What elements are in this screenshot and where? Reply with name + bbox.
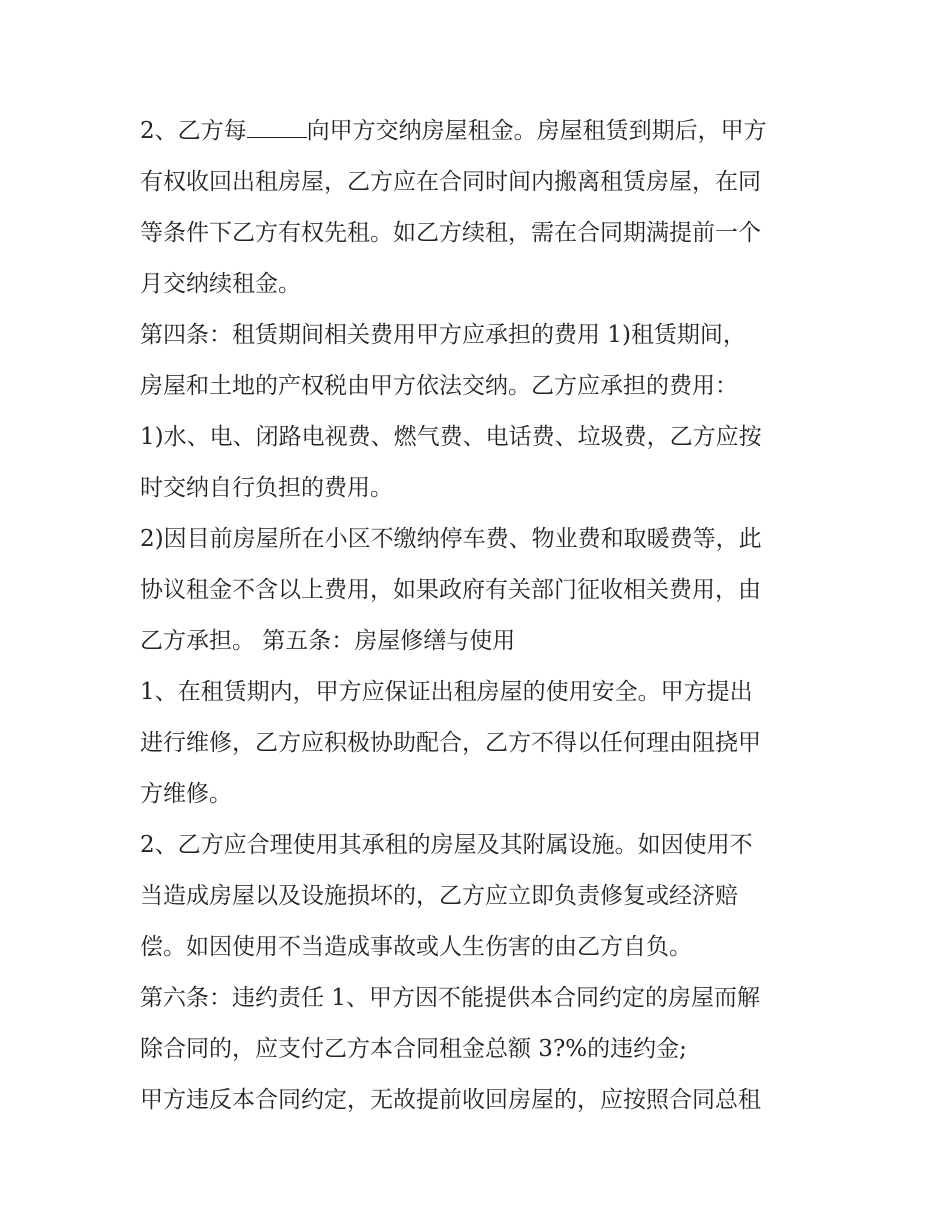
text-line: 有权收回出租房屋，乙方应在合同时间内搬离租赁房屋，在同: [140, 169, 761, 195]
text-line: 进行维修，乙方应积极协助配合，乙方不得以任何理由阻挠甲: [140, 730, 761, 756]
text-line: 协议租金不含以上费用，如果政府有关部门征收相关费用，由: [140, 577, 761, 603]
text-line: 2)因目前房屋所在小区不缴纳停车费、物业费和取暖费等，此: [140, 526, 762, 552]
text-line: 月交纳续租金。: [140, 271, 301, 297]
text-line: 乙方承担。 第五条：房屋修缮与使用: [140, 628, 516, 654]
text-line: 方维修。: [140, 781, 232, 807]
blank-underline: [247, 117, 307, 138]
text-line: 等条件下乙方有权先租。如乙方续租，需在合同期满提前一个: [140, 220, 761, 246]
text-line: 1、在租赁期内，甲方应保证出租房屋的使用安全。甲方提出: [140, 679, 753, 705]
document-body: [140, 106, 820, 1126]
text-line: 偿。如因使用不当造成事故或人生伤害的由乙方自负。: [140, 934, 692, 960]
text-line: 房屋和土地的产权税由甲方依法交纳。乙方应承担的费用：: [140, 373, 738, 399]
text-line: 当造成房屋以及设施损坏的，乙方应立即负责修复或经济赔: [140, 883, 738, 909]
text-line: 甲方违反本合同约定，无故提前收回房屋的，应按照合同总租: [140, 1087, 761, 1113]
text-line: 1)水、电、闭路电视费、燃气费、电话费、垃圾费，乙方应按: [140, 424, 762, 450]
text-line: 除合同的，应支付乙方本合同租金总额 3?%的违约金;: [140, 1036, 687, 1062]
text-line: 第四条：租赁期间相关费用甲方应承担的费用 1)租赁期间，: [140, 322, 746, 348]
text-line: 第六条：违约责任 1、甲方因不能提供本合同约定的房屋而解: [140, 985, 760, 1011]
text-segment: 2、乙方每: [140, 118, 247, 144]
text-segment: 向甲方交纳房屋租金。房屋租赁到期后，甲方: [306, 118, 767, 144]
text-line: 2、乙方应合理使用其承租的房屋及其附属设施。如因使用不: [140, 832, 753, 858]
text-line: 时交纳自行负担的费用。: [140, 475, 393, 501]
text-line: [140, 106, 820, 157]
